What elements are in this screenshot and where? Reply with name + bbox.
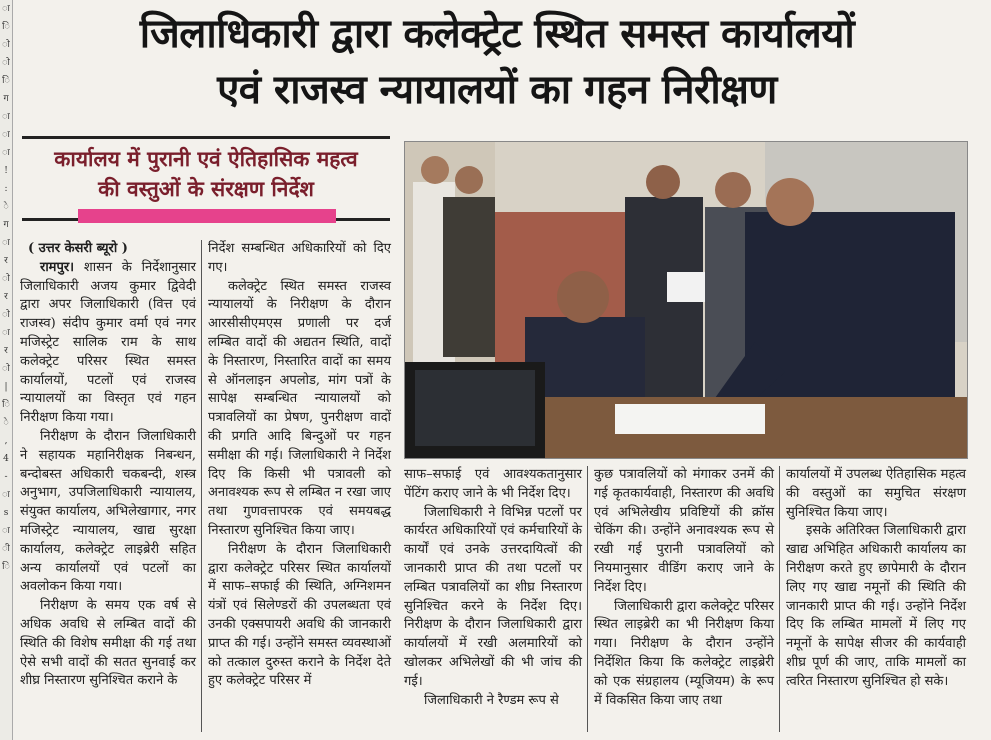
col5-para-2: इसके अतिरिक्त जिलाधिकारी द्वारा खाद्य अभिहित अधिकारी कार्यालय का निरीक्षण करते हुए छापेमारी के दौरान लिए गए खाद्य नमूनों की स्थिति की जानकारी प्राप्त की गई। उन्होंने निर्देश दिए कि लम्बित मामलों में लिए गए नमूनों के सापेक्ष सीजर की कार्यवाही शीघ्र पूर्ण की जाए, ताकि मामलों का त्वरित निस्तारण सुनिश्चित हो सके। <box>786 523 966 689</box>
inspection-photo-illustration <box>405 142 967 458</box>
headline-line-1: जिलाधिकारी द्वारा कलेक्ट्रेट स्थित समस्त कार्यालयों <box>139 11 855 57</box>
col4-para-1: कुछ पत्रावलियों को मंगाकर उनमें की गई कृतकार्यवाही, निस्तारण की अवधि एवं अभिलेखीय प्रविष्टियों की क्रॉस चेकिंग की। उन्होंने अनावश्यक रूप से रखी गई पुरानी पत्रावलियों को नियमानुसार वीडिंग कराए जाने के निर्देश दिए। <box>594 467 774 595</box>
subheadline-box <box>22 136 390 228</box>
col5-para-1: कार्यालयों में उपलब्ध ऐतिहासिक महत्व की वस्तुओं का समुचित संरक्षण सुनिश्चित किया जाए। <box>786 467 966 520</box>
col1-para-3: निरीक्षण के समय एक वर्ष से अधिक अवधि से लम्बित वादों की स्थिति की विशेष समीक्षा की गई तथा ऐसे सभी वादों की सतत सुनवाई कर शीघ्र निस्तारण सुनिश्चित कराने के <box>20 598 196 689</box>
edge-strip-char: ि <box>2 400 10 410</box>
headline <box>22 6 972 118</box>
col2-para-1: निर्देश सम्बन्धित अधिकारियों को दिए गए। <box>208 241 391 275</box>
edge-strip-char: ा <box>2 526 10 536</box>
column-rule <box>779 466 780 732</box>
col1-para-1 <box>20 259 196 428</box>
edge-strip-char: : <box>4 184 8 194</box>
col3-para-2: जिलाधिकारी ने विभिन्न पटलों पर कार्यरत अधिकारियों एवं कर्मचारियों के कार्यों एवं उनके उत्तरदायित्वों की जानकारी प्राप्त की तथा पटलों पर लम्बित पत्रावलियों का शीघ्र निस्तारण सुनिश्चित करने के निर्देश दिए। निरीक्षण के दौरान जिलाधिकारी द्वारा कार्यालयों में रखी अलमारियों को खोलकर अभिलेखों की भी जांच की गई। <box>404 504 582 689</box>
edge-strip-char: ो <box>2 58 10 68</box>
col1-para-1-text: शासन के निर्देशानुसार जिलाधिकारी अजय कुमार द्विवेदी द्वारा अपर जिलाधिकारी (वित्त एवं राजस्व) संदीप कुमार वर्मा एवं नगर मजिस्ट्रेट सालिक राम के साथ कलेक्ट्रेट परिसर स्थित समस्त कार्यालयों, पटलों एवं राजस्व न्यायालयों का विस्तृत एवं गहन निरीक्षण किया गया। <box>20 259 196 426</box>
edge-strip-char: ा <box>2 238 10 248</box>
edge-strip-char: ि <box>2 76 10 86</box>
edge-strip-char: ो <box>2 274 10 284</box>
edge-strip-char: ि <box>2 562 10 572</box>
edge-strip-char: े <box>3 202 9 212</box>
col2-para-3: निरीक्षण के दौरान जिलाधिकारी द्वारा कलेक्ट्रेट परिसर स्थित कार्यालयों में साफ–सफाई की स्थिति, अग्निशमन यंत्रों एवं सिलेण्डरों की उपलब्धता एवं उनकी एक्सपायरी अवधि की जानकारी प्राप्त की गई। उन्होंने समस्त व्यवस्थाओं को तत्काल दुरुस्त कराने के निर्देश देते हुए कलेक्ट्रेट परिसर में <box>208 541 391 689</box>
col2-para-2: कलेक्ट्रेट स्थित समस्त राजस्व न्यायालयों के निरीक्षण के दौरान आरसीसीएमएस प्रणाली पर दर्ज लम्बित वादों की अद्यतन स्थिति, वादों के निस्तारण, निस्तारित वादों का समय से ऑनलाइन अपलोड, मांग पत्रों के सापेक्ष सम्बन्धित न्यायालयों को पत्रावलियों का प्रेषण, पुनरीक्षण वादों की प्रगति आदि बिन्दुओं पर गहन समीक्षा की गई। जिलाधिकारी ने निर्देश दिए कि किसी भी पत्रावली को अनावश्यक रूप से लम्बित न रखा जाए तथा गुणवत्तापरक एवं समयबद्ध निस्तारण सुनिश्चित किया जाए। <box>208 278 391 538</box>
edge-strip-char: र <box>4 256 8 266</box>
edge-strip-char: 4 <box>3 454 9 464</box>
article-column-5 <box>786 466 966 692</box>
edge-strip-char: ! <box>4 166 8 176</box>
edge-strip-char: े <box>3 418 9 428</box>
col4-para-2: जिलाधिकारी द्वारा कलेक्ट्रेट परिसर स्थित लाइब्रेरी का भी निरीक्षण किया गया। निरीक्षण के दौरान उन्होंने निर्देशित किया कि कलेक्ट्रेट लाइब्रेरी को एक संग्रहालय (म्यूजियम) के रूप में विकसित किया जाए तथा <box>594 598 774 708</box>
article-column-4 <box>594 466 774 710</box>
edge-strip-char: ि <box>2 22 10 32</box>
article-column-1 <box>20 240 196 691</box>
subheadline-line-2: की वस्तुओं के संरक्षण निर्देश <box>98 177 314 201</box>
article-column-2 <box>208 240 391 691</box>
edge-strip-char: ो <box>2 310 10 320</box>
bureau-credit: ( उत्तर केसरी ब्यूरो ) <box>28 241 128 256</box>
col3-para-3: जिलाधिकारी ने रैण्डम रूप से <box>424 692 559 708</box>
edge-strip-char: र <box>4 292 8 302</box>
subheadline-top-rule <box>22 136 390 139</box>
edge-strip-char: ी <box>2 544 10 554</box>
article-photo <box>404 141 968 459</box>
dateline-place: रामपुर। <box>40 259 75 275</box>
edge-strip-char: | <box>4 382 8 392</box>
headline-line-2: एवं राजस्व न्यायालयों का गहन निरीक्षण <box>217 67 777 113</box>
edge-strip-char: ग <box>3 220 9 230</box>
col1-para-2: निरीक्षण के दौरान जिलाधिकारी ने सहायक महानिरीक्षक निबन्धन, बन्दोबस्त अधिकारी चकबन्दी, शस्त्र अनुभाग, उपजिलाधिकारी न्यायालय, संयुक्त कार्यालय, अभिलेखागार, नगर मजिस्ट्रेट न्यायालय, खाद्य सुरक्षा कार्यालय, कलेक्ट्रेट लाइब्रेरी सहित अन्य कार्यालयों एवं पटलों का अवलोकन किया गया। <box>20 428 196 595</box>
col3-para-1: साफ–सफाई एवं आवश्यकतानुसार पेंटिंग कराए जाने के भी निर्देश दिए। <box>404 467 582 501</box>
edge-strip-char: ा <box>2 490 10 500</box>
edge-strip-char: ो <box>2 364 10 374</box>
neighbour-column-strip <box>0 0 13 740</box>
subheadline <box>22 144 390 204</box>
edge-strip-char: s <box>3 508 9 518</box>
edge-strip-char: ो <box>2 40 10 50</box>
edge-strip-char: , <box>4 436 8 446</box>
edge-strip-char: ा <box>2 148 10 158</box>
edge-strip-char: ा <box>2 130 10 140</box>
subheadline-line-1: कार्यालय में पुरानी एवं ऐतिहासिक महत्व <box>54 147 358 171</box>
subheadline-accent-bar <box>78 209 336 223</box>
column-rule <box>201 240 202 732</box>
edge-strip-char: र <box>4 346 8 356</box>
column-rule <box>587 466 588 732</box>
edge-strip-char: ा <box>2 328 10 338</box>
edge-strip-char: ा <box>2 4 10 14</box>
edge-strip-char: - <box>4 472 8 482</box>
article-column-3 <box>404 466 582 710</box>
edge-strip-char: ा <box>2 112 10 122</box>
edge-strip-char: ग <box>3 94 9 104</box>
